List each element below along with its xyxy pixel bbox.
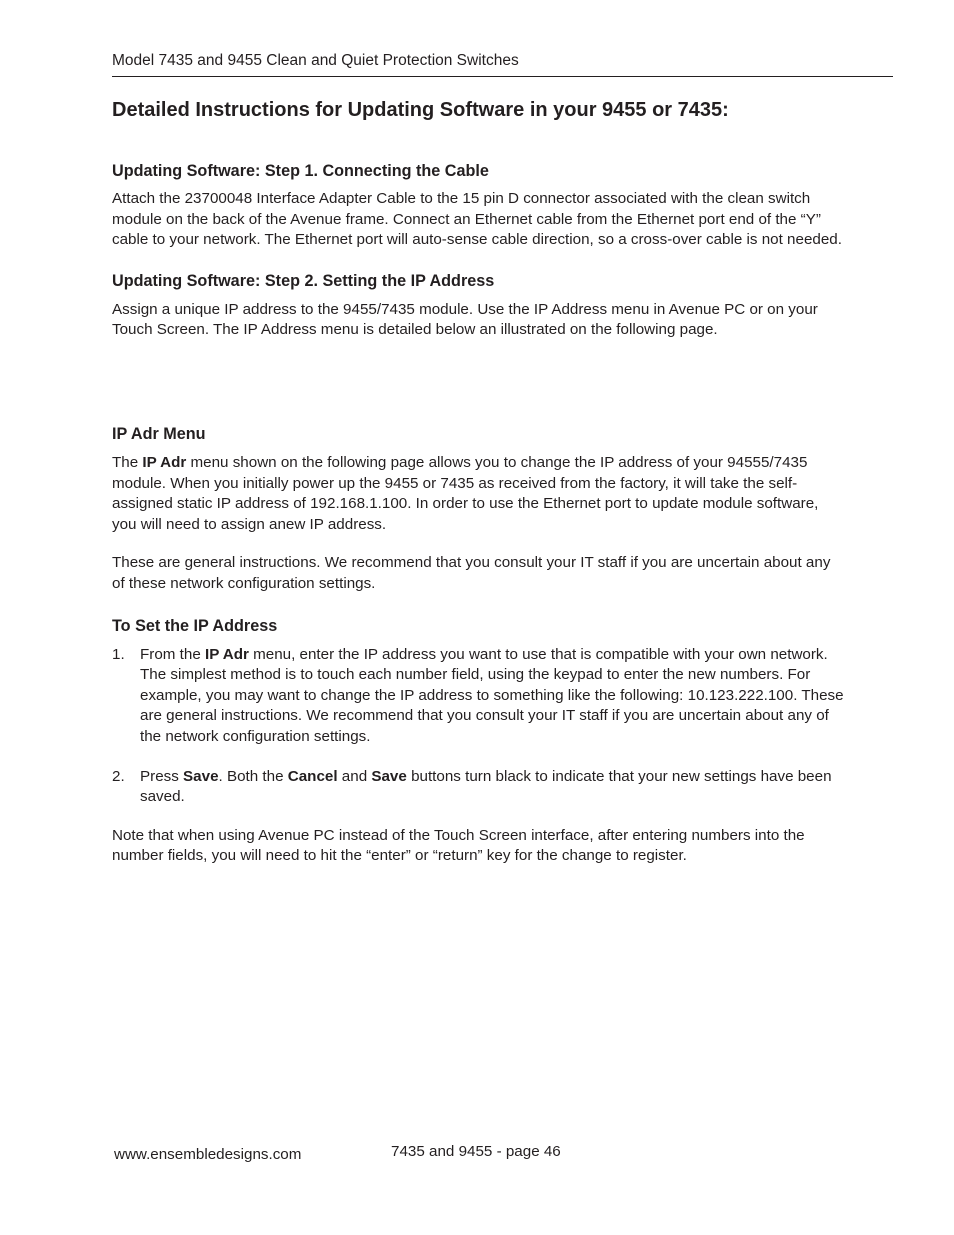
step2-body: Assign a unique IP address to the 9455/7435 module. Use the IP Address menu in Avenue PC or on your Touch Screen. The IP Address menu is detailed below an illustrated on the following page.: [112, 300, 818, 339]
item2-text: Press: [140, 767, 184, 785]
ip-adr-term: IP Adr: [142, 453, 187, 471]
header-rule: [112, 76, 893, 77]
running-header: Model 7435 and 9455 Clean and Quiet Protection Switches: [112, 52, 519, 69]
save-term: Save: [371, 767, 407, 785]
footer-website: www.ensembledesigns.com: [114, 1146, 302, 1163]
item1-pre: From the: [140, 645, 205, 663]
list-item: [112, 767, 844, 808]
item2-text: . Both the: [218, 767, 288, 785]
ip-menu-body: [112, 453, 844, 535]
set-ip-heading: To Set the IP Address: [112, 616, 278, 635]
item2-text: and: [337, 767, 372, 785]
ip-menu-body-pre: The: [112, 453, 143, 471]
cancel-term: Cancel: [287, 767, 338, 785]
save-term: Save: [183, 767, 219, 785]
page-content: [112, 96, 844, 867]
final-note: Note that when using Avenue PC instead of the Touch Screen interface, after entering numbers into the number fields, you will need to hit the “enter” or “return” key for the change to register.: [112, 826, 805, 865]
step2-heading: Updating Software: Step 2. Setting the IP Address: [112, 271, 495, 290]
list-number: 2.: [112, 767, 125, 785]
step1-body: Attach the 23700048 Interface Adapter Cable to the 15 pin D connector associated with the clean switch module on the back of the Avenue frame. Connect an Ethernet cable from the Ethernet port end of the “Y” cable to your network. The Ethernet port will auto-sense cable direction, so a cross-over cable is not needed.: [112, 190, 842, 249]
step1-heading: Updating Software: Step 1. Connecting the Cable: [112, 162, 489, 180]
list-item: [112, 645, 844, 748]
general-note: These are general instructions. We recommend that you consult your IT staff if you are uncertain about any of these network configuration settings.: [112, 554, 831, 592]
item2-text: buttons turn black to indicate that your new settings have been saved.: [140, 767, 832, 806]
ip-menu-heading: IP Adr Menu: [112, 424, 206, 443]
main-title: Detailed Instructions for Updating Software in your 9455 or 7435:: [112, 99, 729, 121]
footer-page-number: 7435 and 9455 - page 46: [391, 1143, 561, 1160]
item1-post: menu, enter the IP address you want to use that is compatible with your own network. The simplest method is to touch each number field, using the keypad to enter the new numbers. For example, you may want to change the IP address to something like the following: 10.123.222.100. These are general instructions. We recommend that you consult your IT staff if you are uncertain about any of the network configuration settings.: [140, 645, 844, 745]
set-ip-steps: [112, 645, 844, 808]
list-number: 1.: [112, 645, 125, 663]
ip-menu-body-post: menu shown on the following page allows you to change the IP address of your 94555/7435 module. When you initially power up the 9455 or 7435 as received from the factory, it will take the self-assigned static IP address of 192.168.1.100. In order to use the Ethernet port to update module software, you will need to assign anew IP address.: [112, 453, 819, 533]
ip-adr-term: IP Adr: [205, 645, 249, 663]
